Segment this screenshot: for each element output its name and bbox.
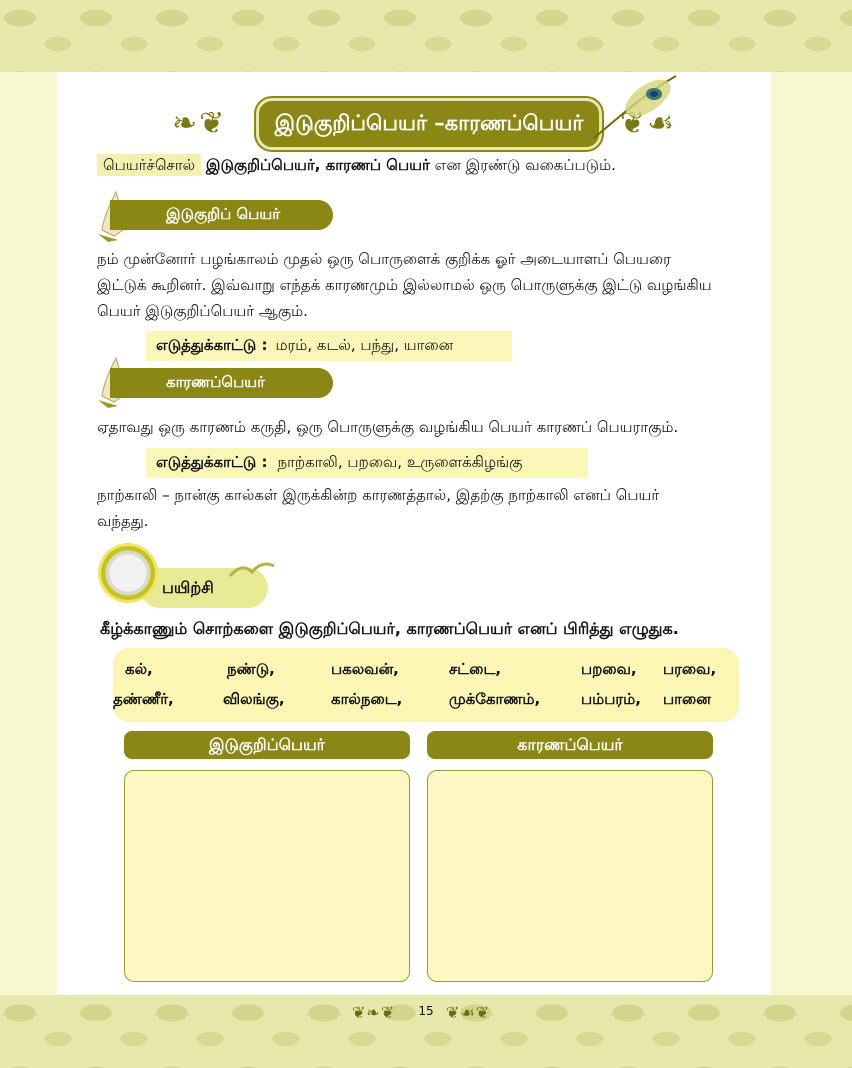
- word: பகலவன்,: [331, 660, 399, 678]
- word: சட்டை,: [449, 660, 502, 678]
- example-label: எடுத்துக்காட்டு :: [156, 453, 268, 471]
- section2-example: [146, 448, 588, 478]
- example-values: மரம், கடல், பந்து, யானை: [275, 336, 454, 354]
- bird-icon: [228, 556, 276, 584]
- word: பானை: [663, 690, 711, 708]
- word: பரவை,: [663, 660, 717, 678]
- right-swirl-ornament: ❦☙: [620, 106, 677, 141]
- word: கல்,: [125, 660, 153, 678]
- word: தண்ணீர்,: [113, 690, 174, 708]
- practice-instruction: கீழ்க்காணும் சொற்களை இடுகுறிப்பெயர், காரணப்பெயர் எனப் பிரித்து எழுதுக.: [100, 619, 679, 638]
- page-title: இடுகுறிப்பெயர் –காரணப்பெயர்: [256, 98, 602, 150]
- answer-box-idukuri[interactable]: [124, 770, 410, 982]
- intro-line: [97, 152, 616, 178]
- footer-ornament-left: ❦❧❦: [352, 1003, 396, 1022]
- section1-para-1: நம் முன்னோர் பழங்காலம் முதல் ஒரு பொருளைக் குறிக்க ஓர் அடையாளப் பெயரை: [97, 250, 671, 268]
- word: பம்பரம்,: [581, 690, 641, 708]
- peacock-feather-icon: [588, 72, 680, 142]
- intro-bold: இடுகுறிப்பெயர், காரணப் பெயர்: [205, 156, 430, 174]
- section2-para-1: ஏதாவது ஒரு காரணம் கருதி, ஒரு பொருளுக்கு வழங்கிய பெயர் காரணப் பெயராகும்.: [97, 418, 679, 436]
- word: விலங்கு,: [223, 690, 285, 708]
- intro-rest: என இரண்டு வகைப்படும்.: [434, 156, 616, 174]
- section1-example: [146, 331, 512, 361]
- left-swirl-ornament: ❧❦: [172, 106, 227, 141]
- section2-explain-2: வந்தது.: [97, 512, 149, 530]
- footer-ornament-right: ❦☙❦: [446, 1003, 491, 1022]
- page-number: 15: [418, 1004, 434, 1018]
- column-heading-idukuri: இடுகுறிப்பெயர்: [124, 731, 410, 759]
- example-values: நாற்காலி, பறவை, உருளைக்கிழங்கு: [277, 453, 523, 471]
- column-heading-karana: காரணப்பெயர்: [427, 731, 713, 759]
- word-list-box: [113, 648, 739, 722]
- word: நண்டு,: [227, 660, 275, 678]
- answer-box-karana[interactable]: [427, 770, 713, 982]
- smiling-sun-icon: [101, 546, 155, 600]
- section1-para-3: பெயர் இடுகுறிப்பெயர் ஆகும்.: [97, 302, 308, 320]
- practice-label: பயிற்சி: [162, 578, 214, 597]
- section1-para-2: இட்டுக் கூறினர். இவ்வாறு எந்தக் காரணமும் இல்லாமல் ஒரு பொருளுக்கு இட்டு வழங்கிய: [97, 276, 712, 294]
- left-margin: [0, 72, 57, 995]
- example-label: எடுத்துக்காட்டு :: [156, 336, 268, 354]
- intro-highlight: பெயர்ச்சொல்: [97, 154, 201, 176]
- section-heading-idukuri: இடுகுறிப் பெயர்: [110, 200, 333, 230]
- section2-explain-1: நாற்காலி – நான்கு கால்கள் இருக்கின்ற காரணத்தால், இதற்கு நாற்காலி எனப் பெயர்: [97, 486, 660, 504]
- top-decorative-band: [0, 0, 852, 72]
- word: முக்கோணம்,: [449, 690, 541, 708]
- right-margin: [771, 72, 852, 995]
- section-heading-karana: காரணப்பெயர்: [110, 368, 333, 398]
- word: பறவை,: [581, 660, 637, 678]
- word: கால்நடை,: [331, 690, 403, 708]
